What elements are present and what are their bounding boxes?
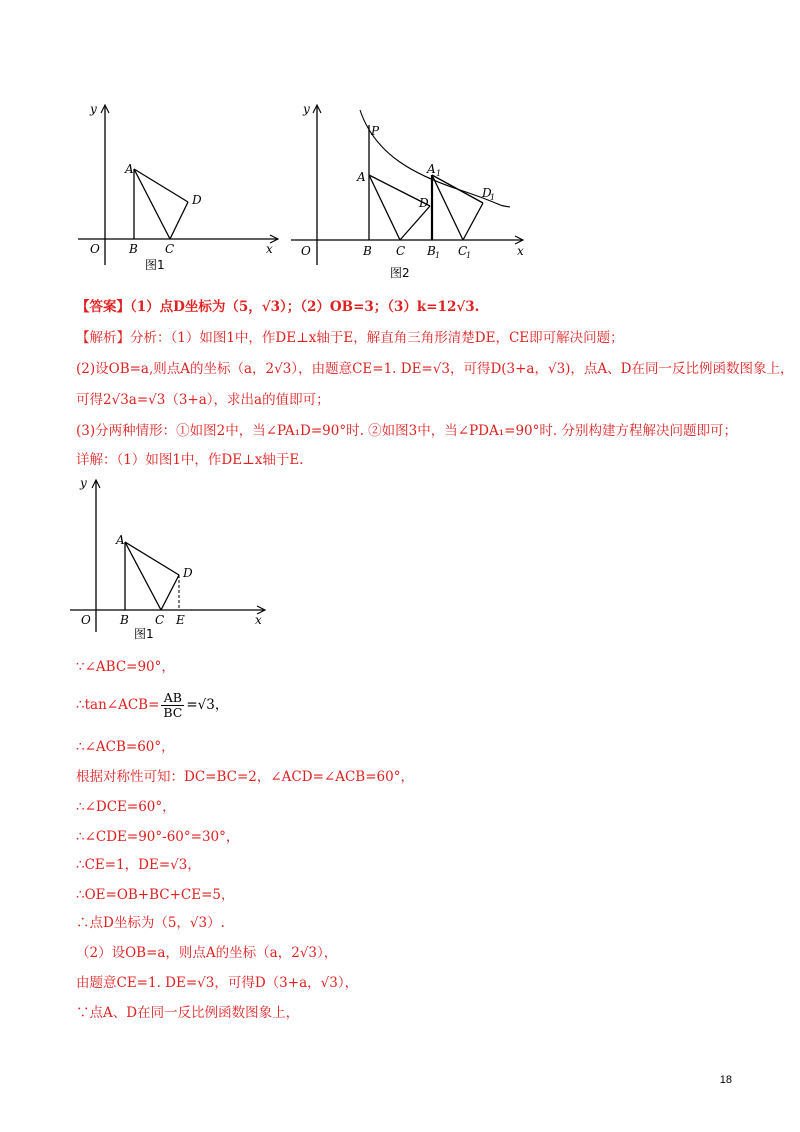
- step-11: 由题意CE=1. DE=√3，可得D（3+a，√3），: [76, 975, 359, 991]
- point-label-c: C: [155, 613, 165, 627]
- step-12: ∵点A、D在同一反比例函数图象上，: [76, 1005, 300, 1021]
- point-label-a1: A: [427, 162, 436, 176]
- analysis-line-3: 可得2√3a=√3（3+a），求出a的值即可；: [76, 392, 330, 408]
- axis-label-y: y: [303, 102, 310, 116]
- point-label-e: E: [176, 613, 185, 627]
- point-label-d: D: [192, 193, 202, 207]
- page-number: 18: [719, 1074, 732, 1086]
- point-label-c1: C: [458, 244, 468, 258]
- origin-label: O: [90, 242, 100, 256]
- analysis-line-2: (2)设OB=a,则点A的坐标（a，2√3），由题意CE=1. DE=√3，可得D(3+a，√3)，点A、D在同一反比例函数图象上，: [76, 361, 794, 377]
- step-3: ∴∠ACB=60°，: [76, 739, 175, 755]
- point-label-a1-sub: 1: [436, 169, 442, 178]
- answer-line: 【答案】（1）点D坐标为（5，√3）；（2）OB=3；（3）k=12√3.: [76, 299, 480, 315]
- origin-label: O: [81, 613, 91, 627]
- step-10: （2）设OB=a，则点A的坐标（a，2√3），: [76, 945, 338, 961]
- step-9: ∴点D坐标为（5，√3）.: [76, 915, 225, 931]
- step-6: ∴∠CDE=90°-60°=30°，: [76, 829, 240, 845]
- axis-label-x: x: [255, 613, 262, 627]
- origin-label: O: [301, 244, 311, 258]
- step-2: ∴tan∠ACB= $\frac{AB}{BC}$ =√3，: [76, 690, 229, 720]
- axis-label-x: x: [266, 242, 273, 256]
- point-label-c: C: [396, 244, 406, 258]
- point-label-c: C: [165, 242, 175, 256]
- figure-caption: 图1: [145, 258, 165, 272]
- figure-2-top: [285, 95, 535, 290]
- point-label-b: B: [363, 244, 372, 258]
- point-label-b: B: [129, 242, 138, 256]
- step-5: ∴∠DCE=60°，: [76, 799, 176, 815]
- point-label-d1: D: [482, 186, 492, 200]
- point-label-d: D: [183, 566, 193, 580]
- figure-1-mid: [62, 472, 282, 647]
- point-label-p: P: [371, 124, 380, 138]
- point-label-c1-sub: 1: [466, 251, 472, 260]
- axis-label-x: x: [517, 244, 524, 258]
- figure-caption: 图2: [390, 266, 410, 280]
- detail-line-1: 详解：（1）如图1中，作DE⊥x轴于E.: [76, 452, 304, 468]
- fraction-ab-bc: $\frac{AB}{BC}$: [163, 690, 183, 720]
- axis-label-y: y: [90, 102, 97, 116]
- point-label-b1-sub: 1: [435, 251, 441, 260]
- figure-1-top: [70, 95, 290, 275]
- step-8: ∴OE=OB+BC+CE=5，: [76, 887, 235, 903]
- analysis-line-1: 【解析】分析：（1）如图1中，作DE⊥x轴于E，解直角三角形清楚DE，CE即可解决问题；: [76, 330, 624, 346]
- point-label-b: B: [120, 613, 129, 627]
- axis-label-y: y: [80, 476, 87, 490]
- point-label-a: A: [125, 162, 134, 176]
- step-7: ∴CE=1，DE=√3，: [76, 857, 201, 873]
- point-label-b1: B: [427, 244, 436, 258]
- step-4: 根据对称性可知：DC=BC=2，∠ACD=∠ACB=60°，: [76, 769, 414, 785]
- point-label-d1-sub: 1: [490, 193, 496, 202]
- point-label-a: A: [116, 533, 125, 547]
- step-1: ∵∠ABC=90°，: [76, 659, 175, 675]
- figure-caption: 图1: [134, 627, 154, 641]
- point-label-d: D: [419, 196, 429, 210]
- point-label-a: A: [357, 170, 366, 184]
- analysis-line-4: (3)分两种情形：①如图2中，当∠PA₁D=90°时. ②如图3中，当∠PDA₁=90°时. 分别构建方程解决问题即可；: [76, 423, 737, 439]
